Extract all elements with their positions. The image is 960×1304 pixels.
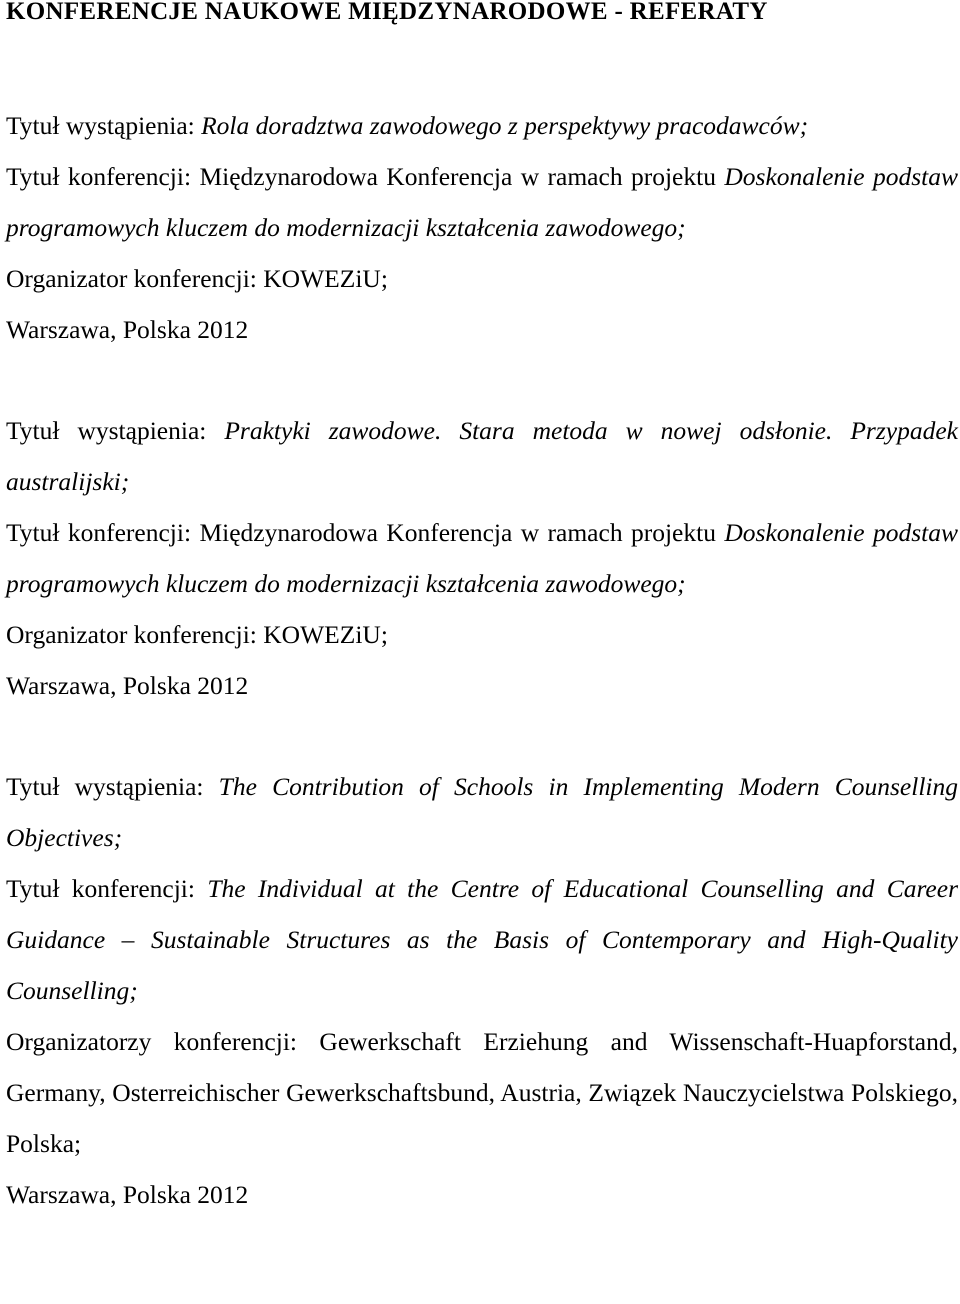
conference-label: Tytuł konferencji: [6, 518, 200, 547]
organizer-line [6, 609, 958, 660]
page-title: KONFERENCJE NAUKOWE MIĘDZYNARODOWE - REFERATY [6, 0, 768, 25]
place-year: Warszawa, Polska 2012 [6, 1180, 249, 1209]
talk-title: The Contribution of Schools in Implementing Modern Counselling Objectives; [6, 772, 958, 852]
conference-title: The Individual at the Centre of Educational Counselling and Career Guidance – Sustainable Structures as the Basis of Contemporary and High-Quality Counselling; [6, 874, 958, 1005]
organizer-line [6, 1016, 958, 1169]
spacer [6, 711, 958, 761]
talk-label: Tytuł wystąpienia: [6, 111, 202, 140]
document-page [6, 0, 958, 1220]
conference-entry [6, 405, 958, 711]
conference-title-part: Międzynarodowa Konferencja w ramach projektu [199, 162, 725, 191]
talk-title-line [6, 100, 958, 151]
project-title: Doskonalenie podstaw programowych kluczem do modernizacji kształcenia zawodowego; [6, 162, 958, 242]
spacer [6, 355, 958, 405]
conference-label: Tytuł konferencji: [6, 162, 200, 191]
organizer-value: KOWEZiU; [263, 264, 388, 293]
project-title: Doskonalenie podstaw programowych kluczem do modernizacji kształcenia zawodowego; [6, 518, 958, 598]
conference-title-line [6, 507, 958, 609]
conference-title-line [6, 863, 958, 1016]
organizer-label: Organizator konferencji: [6, 620, 264, 649]
conference-entry [6, 100, 958, 355]
talk-title-line [6, 761, 958, 863]
organizer-value: Gewerkschaft Erziehung and Wissenschaft-Huapforstand, Germany, Osterreichischer Gewerkschaftsbund, Austria, Związek Nauczycielstwa Polskiego, Polska; [6, 1027, 958, 1158]
talk-label: Tytuł wystąpienia: [6, 772, 219, 801]
talk-label: Tytuł wystąpienia: [6, 416, 225, 445]
conference-title-line [6, 151, 958, 253]
talk-title: Praktyki zawodowe. Stara metoda w nowej odsłonie. Przypadek australijski; [6, 416, 958, 496]
talk-title: Rola doradztwa zawodowego z perspektywy pracodawców; [201, 111, 809, 140]
spacer [6, 26, 958, 100]
conference-title-part: Międzynarodowa Konferencja w ramach projektu [199, 518, 725, 547]
organizer-label: Organizator konferencji: [6, 264, 264, 293]
conference-entry [6, 761, 958, 1220]
organizer-value: KOWEZiU; [263, 620, 388, 649]
place-year: Warszawa, Polska 2012 [6, 671, 249, 700]
conference-label: Tytuł konferencji: [6, 874, 208, 903]
talk-title-line [6, 405, 958, 507]
organizer-label: Organizatorzy konferencji: [6, 1027, 320, 1056]
place-year: Warszawa, Polska 2012 [6, 315, 249, 344]
organizer-line [6, 253, 958, 304]
